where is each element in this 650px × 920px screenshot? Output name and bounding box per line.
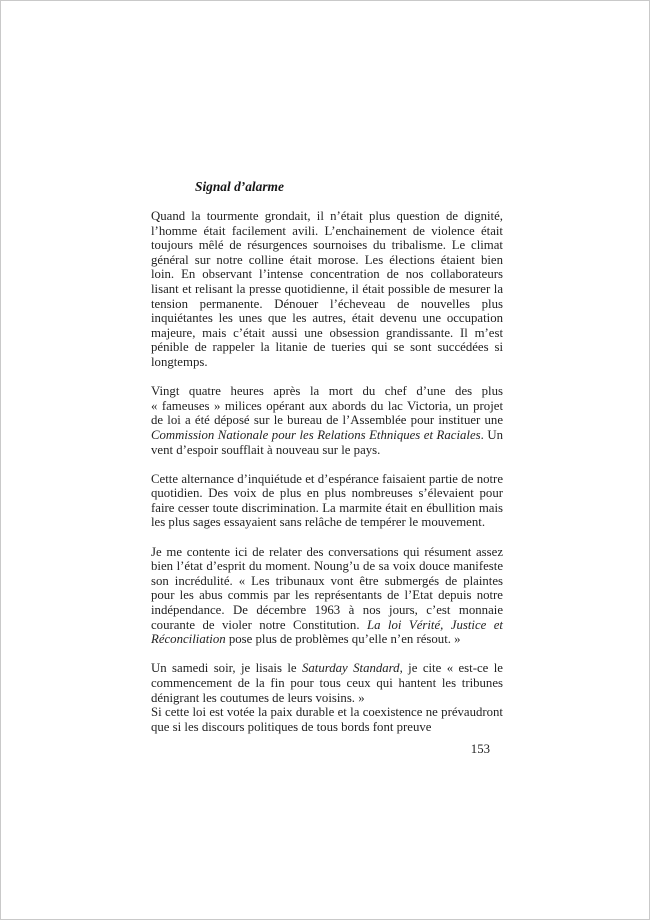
section-title: Signal d’alarme bbox=[195, 179, 284, 194]
text-segment: Vingt quatre heures après la mort du chef d’une des plus « fameuses » milices opérant aux abords du lac Victoria, un projet de loi a été déposé sur le bureau de l’Assemblée pour instituer une bbox=[151, 384, 503, 428]
text-segment: , je cite « est-ce le commencement de la fin pour tous ceux qui hantent les tribunes dénigrant les coutumes de leurs voisins. » bbox=[151, 661, 503, 705]
text-segment: Quand la tourmente grondait, il n’était plus question de dignité, l’homme était facilement avili. L’enchainement de violence était toujours mêlé de résurgences sournoises du tribalisme. Le climat général sur notre colline était morose. Les élections étaient bien loin. En observant l’intense concentration de nos collaborateurs lisant et relisant la presse quotidienne, il était possible de mesurer la tension permanente. Dénouer l’écheveau de nouvelles plus inquiétantes les unes que les autres, était devenu une occupation majeure, mais c’était aussi une obsession grandissante. Il m’est pénible de rappeler la litanie de tueries qui se sont succédées si longtemps. bbox=[151, 209, 503, 369]
text-segment: pose plus de problèmes qu’elle n’en résout. » bbox=[225, 632, 461, 647]
page-number: 153 bbox=[470, 742, 490, 756]
paragraphs-container bbox=[151, 209, 503, 734]
italic-text-segment: La loi Vérité, Justice et Réconciliation bbox=[151, 617, 503, 647]
paragraph-1 bbox=[151, 209, 503, 370]
text-segment: . Un vent d’espoir soufflait à nouveau sur le pays. bbox=[151, 427, 503, 457]
text-segment: Si cette loi est votée la paix durable et la coexistence ne prévaudront que si les discours politiques de tous bords font preuve bbox=[151, 705, 503, 734]
text-block bbox=[151, 179, 503, 734]
paragraph-3 bbox=[151, 472, 503, 530]
paragraph-4 bbox=[151, 545, 503, 647]
text-segment: Cette alternance d’inquiétude et d’espérance faisaient partie de notre quotidien. Des voix de plus en plus nombreuses s’élevaient pour faire cesser toute discrimination. La marmite était en ébullition mais les plus sages essayaient sans relâche de tempérer le mouvement. bbox=[151, 471, 503, 530]
paragraph-2 bbox=[151, 384, 503, 457]
italic-text-segment: Saturday Standard bbox=[301, 661, 400, 676]
text-segment: Un samedi soir, je lisais le bbox=[151, 661, 302, 676]
italic-text-segment: Commission Nationale pour les Relations Ethniques et Raciales bbox=[151, 427, 481, 442]
text-segment: Je me contente ici de relater des conversations qui résument assez bien l’état d’esprit du moment. Noung’u de sa voix douce manifeste son incrédulité. « Les tribunaux vont être submergés de plaintes pour les abus commis par les représentants de l’Etat depuis notre indépendance. De décembre 1963 à nos jours, c’est monnaie courante de violer notre Constitution. bbox=[151, 544, 503, 632]
paragraph-6 bbox=[151, 705, 503, 734]
paragraph-5 bbox=[151, 661, 503, 705]
